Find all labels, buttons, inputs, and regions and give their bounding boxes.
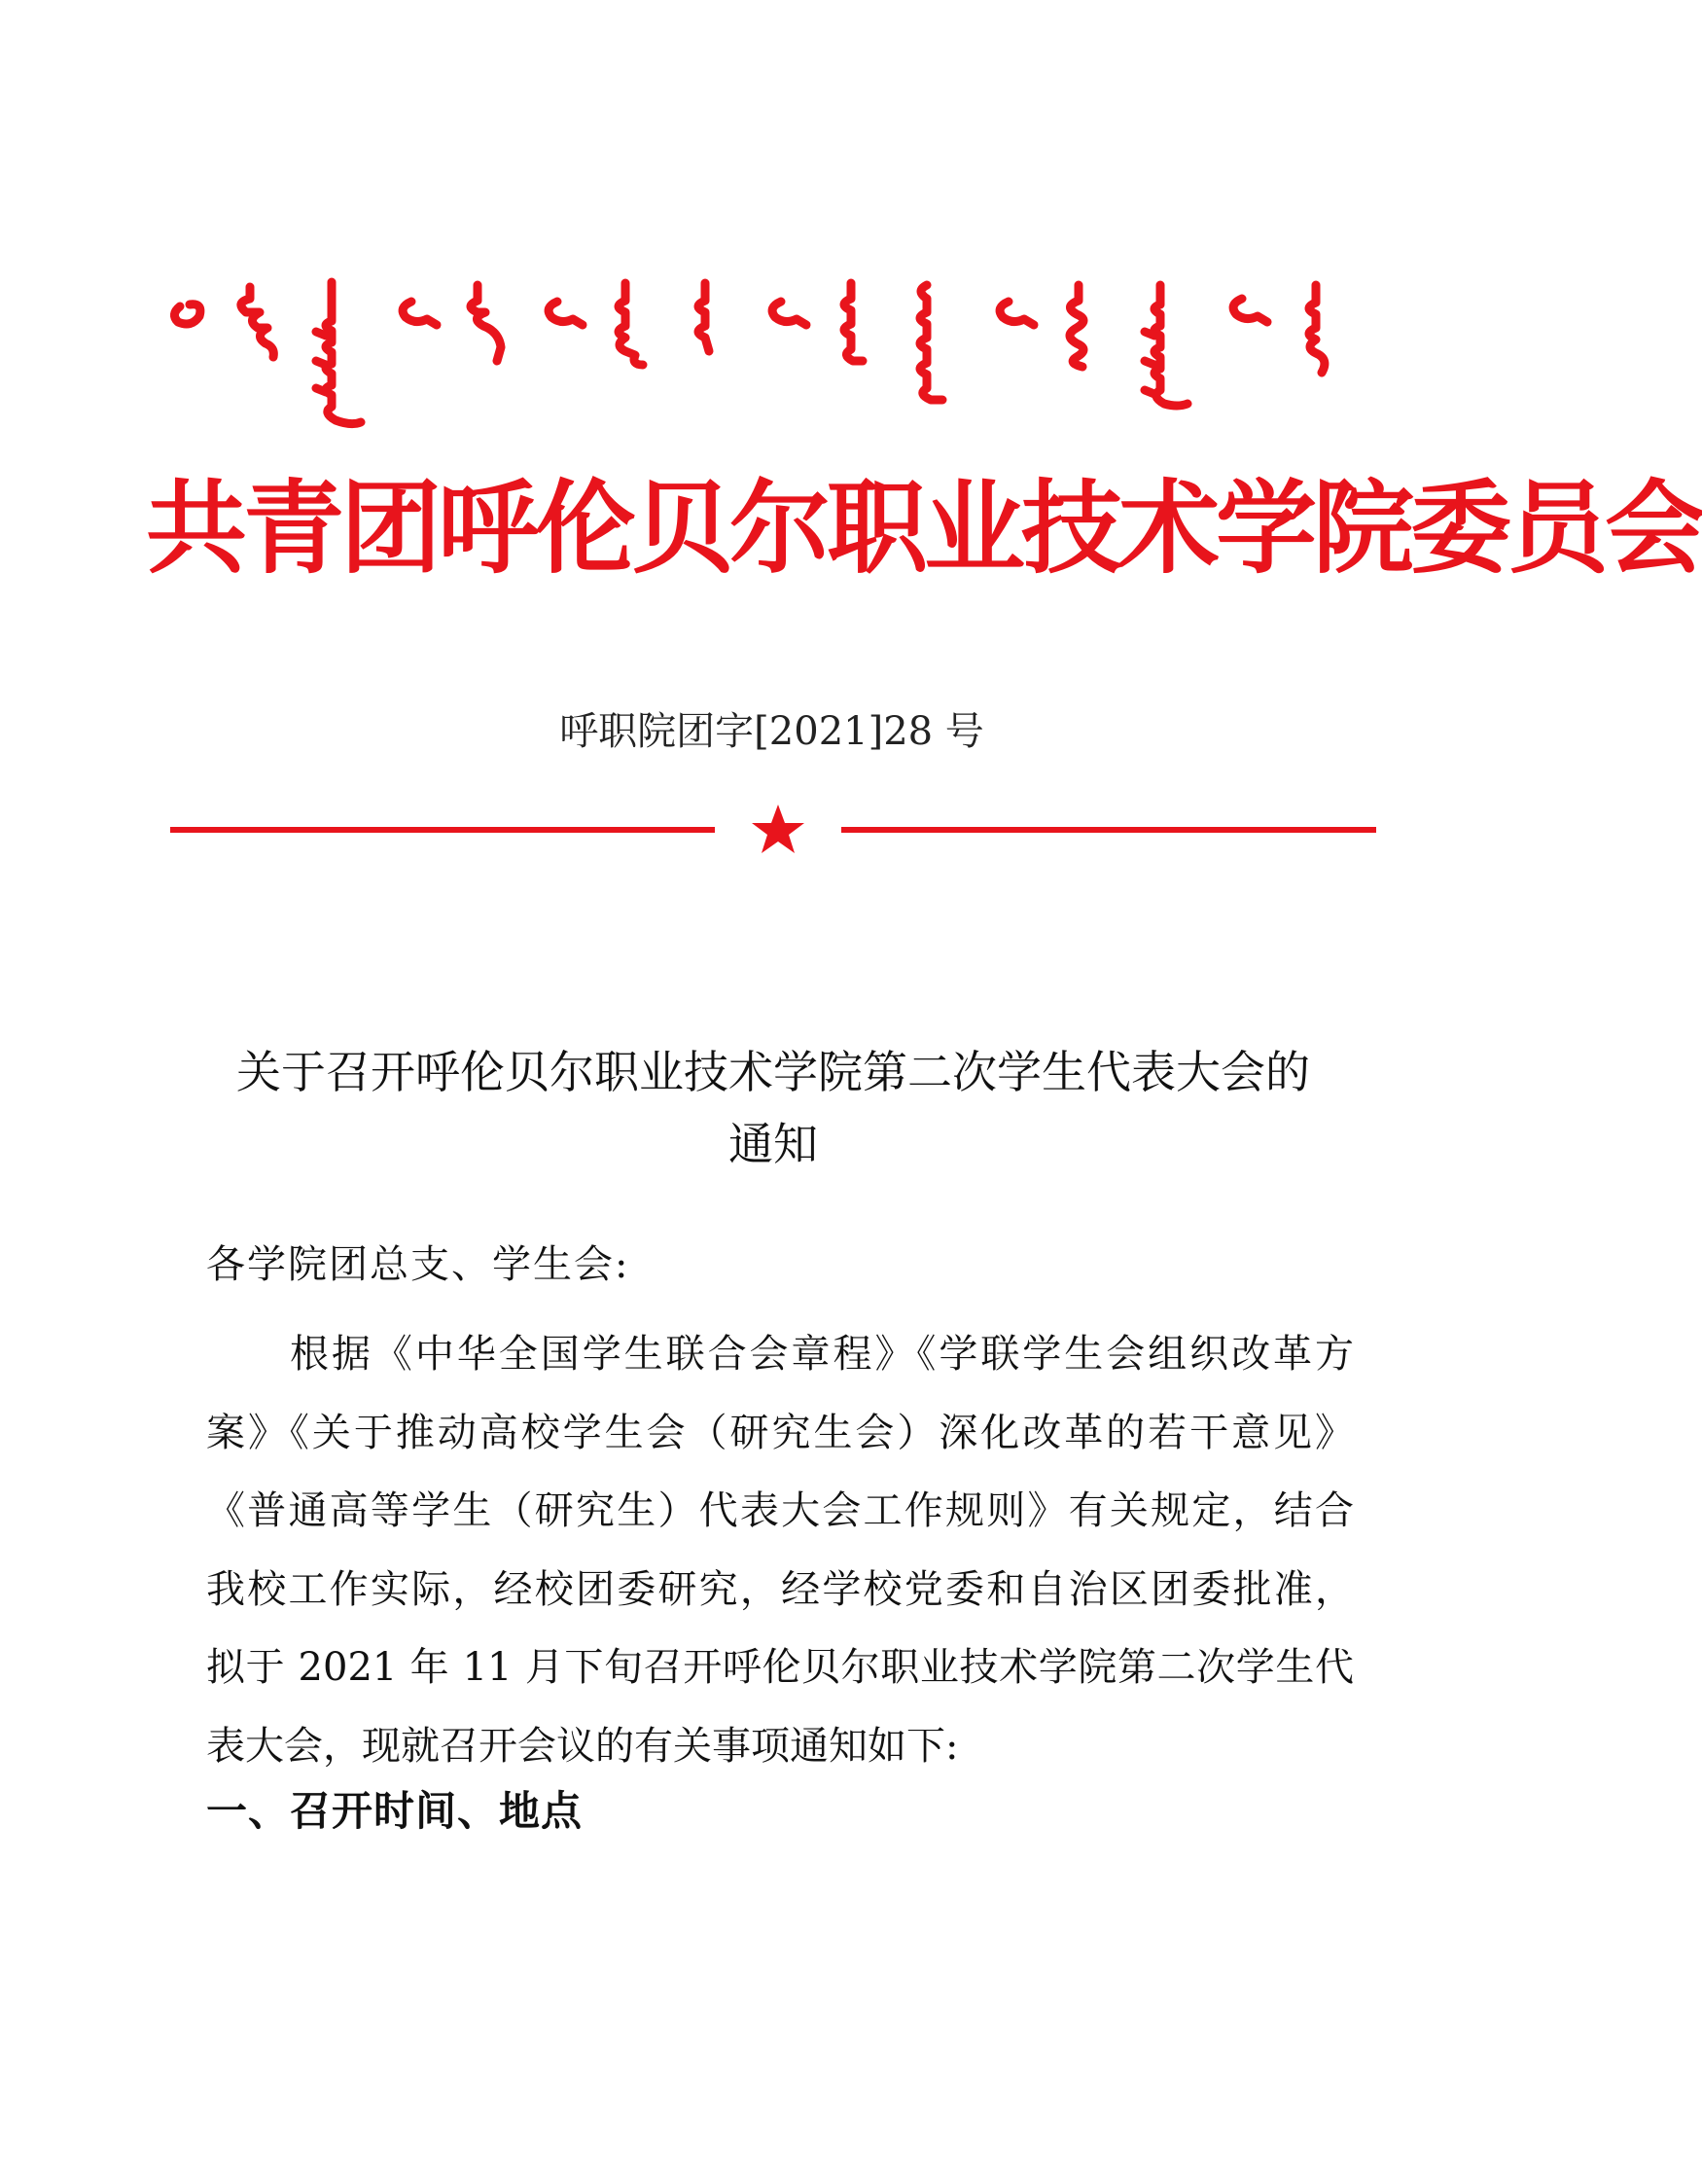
salutation: 各学院团总支、学生会: <box>206 1242 630 1287</box>
paragraph-line: 表大会，现就召开会议的有关事项通知如下: <box>206 1723 959 1769</box>
star-icon <box>752 805 804 853</box>
mongolian-letterhead-logo <box>160 277 1391 462</box>
red-divider <box>170 803 1376 851</box>
paragraph-line: 《普通高等学生（研究生）代表大会工作规则》有关规定，结合 <box>206 1488 1354 1533</box>
paragraph-line: 拟于 2021 年 11 月下旬召开呼伦贝尔职业技术学院第二次学生代 <box>206 1645 1354 1690</box>
organization-name: 共青团呼伦贝尔职业技术学院委员会 <box>146 469 1702 588</box>
paragraph-line: 我校工作实际，经校团委研究，经学校党委和自治区团委批准， <box>206 1566 1354 1612</box>
body-paragraph <box>206 1315 1354 1785</box>
paragraph-line: 根据《中华全国学生联合会章程》《学联学生会组织改革方 <box>290 1332 1354 1377</box>
mongolian-script-icon <box>160 277 1391 462</box>
title-line-1: 关于召开呼伦贝尔职业技术学院第二次学生代表大会的 <box>236 1046 1310 1098</box>
paragraph-line: 案》《关于推动高校学生会（研究生会）深化改革的若干意见》 <box>206 1410 1354 1455</box>
title-line-2: 通知 <box>728 1118 818 1170</box>
document-title <box>175 1036 1371 1180</box>
section-heading: 一、召开时间、地点 <box>206 1787 584 1835</box>
document-number: 呼职院团字[2021]28 号 <box>559 709 984 754</box>
